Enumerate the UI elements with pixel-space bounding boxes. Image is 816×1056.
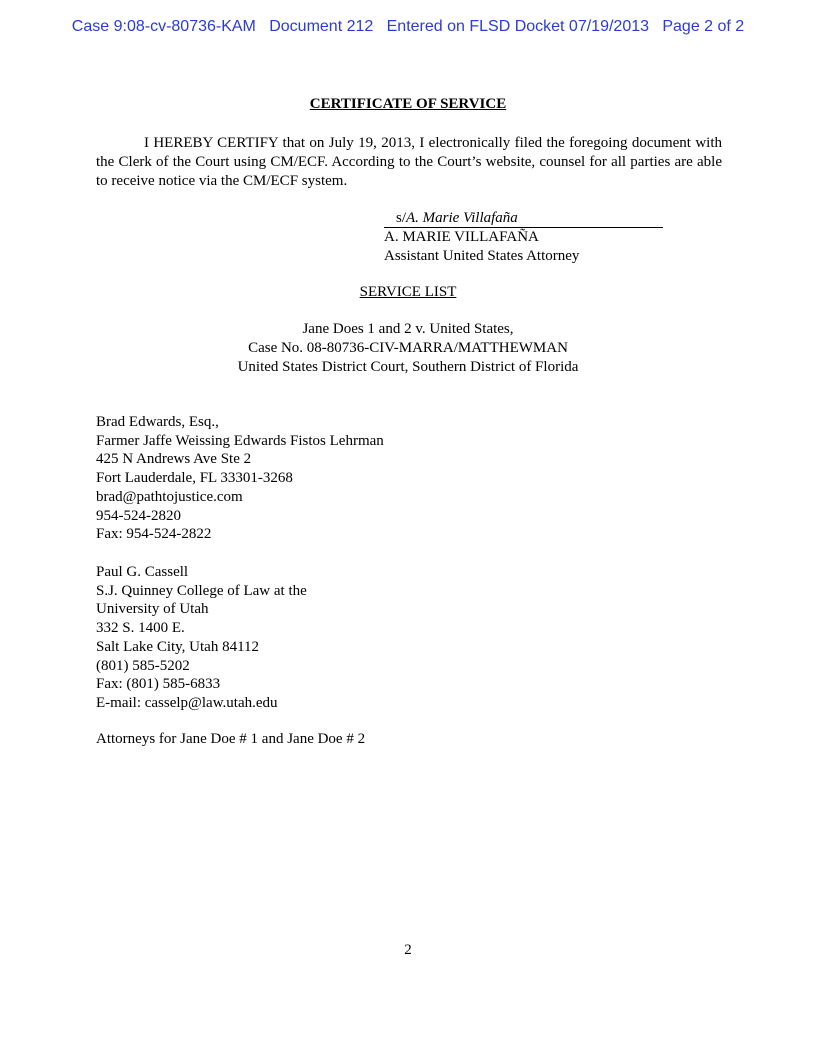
service-list-heading: SERVICE LIST [359,284,457,300]
attorney-line: 954-524-2820 [96,507,181,524]
attorney-line: 332 S. 1400 E. [96,620,185,637]
certificate-body: I HEREBY CERTIFY that on July 19, 2013, I electronically filed the foregoing document with the Clerk of the Court using CM/ECF. According to the Court’s website, counsel for all parties are able to receive notice via the CM/ECF system. [96,135,722,189]
signature-name: A. Marie Villafaña [406,210,518,226]
signature-line [384,210,663,228]
attorneys-for-line: Attorneys for Jane Doe # 1 and Jane Doe # 2 [96,731,366,747]
attorney-line: Farmer Jaffe Weissing Edwards Fistos Lehrman [96,432,384,449]
attorney-line: University of Utah [96,601,209,618]
attorney-line: Fax: 954-524-2822 [96,526,212,543]
attorney-line: brad@pathtojustice.com [96,488,243,505]
attorney-line: Fort Lauderdale, FL 33301-3268 [96,470,293,487]
page-number: 2 [404,942,412,958]
court-name: United States District Court, Southern District of Florida [237,359,579,375]
certificate-title: CERTIFICATE OF SERVICE [309,96,507,112]
attorney-line: (801) 585-5202 [96,657,190,674]
signature-prefix: s/ [396,210,407,226]
case-caption: Jane Does 1 and 2 v. United States, [302,321,514,337]
attorney-line: Paul G. Cassell [96,564,189,580]
case-number: Case No. 08-80736-CIV-MARRA/MATTHEWMAN [248,340,568,356]
signer-printed-name: A. MARIE VILLAFAÑA [384,229,539,245]
docket-header-stamp: Case 9:08-cv-80736-KAM Document 212 Entered on FLSD Docket 07/19/2013 Page 2 of 2 [71,18,745,35]
attorney-line: Brad Edwards, Esq., [96,414,219,430]
case-caption-block [0,320,816,377]
signer-role: Assistant United States Attorney [384,248,580,264]
attorney-line: E-mail: casselp@law.utah.edu [96,694,278,711]
attorney-line: Fax: (801) 585-6833 [96,676,221,693]
attorney-line: Salt Lake City, Utah 84112 [96,638,260,655]
attorney-contact-cassell [96,563,596,713]
attorney-line: 425 N Andrews Ave Ste 2 [96,451,252,468]
signature-block [384,209,684,266]
attorney-line: S.J. Quinney College of Law at the [96,582,307,599]
attorney-contact-edwards [96,413,596,544]
